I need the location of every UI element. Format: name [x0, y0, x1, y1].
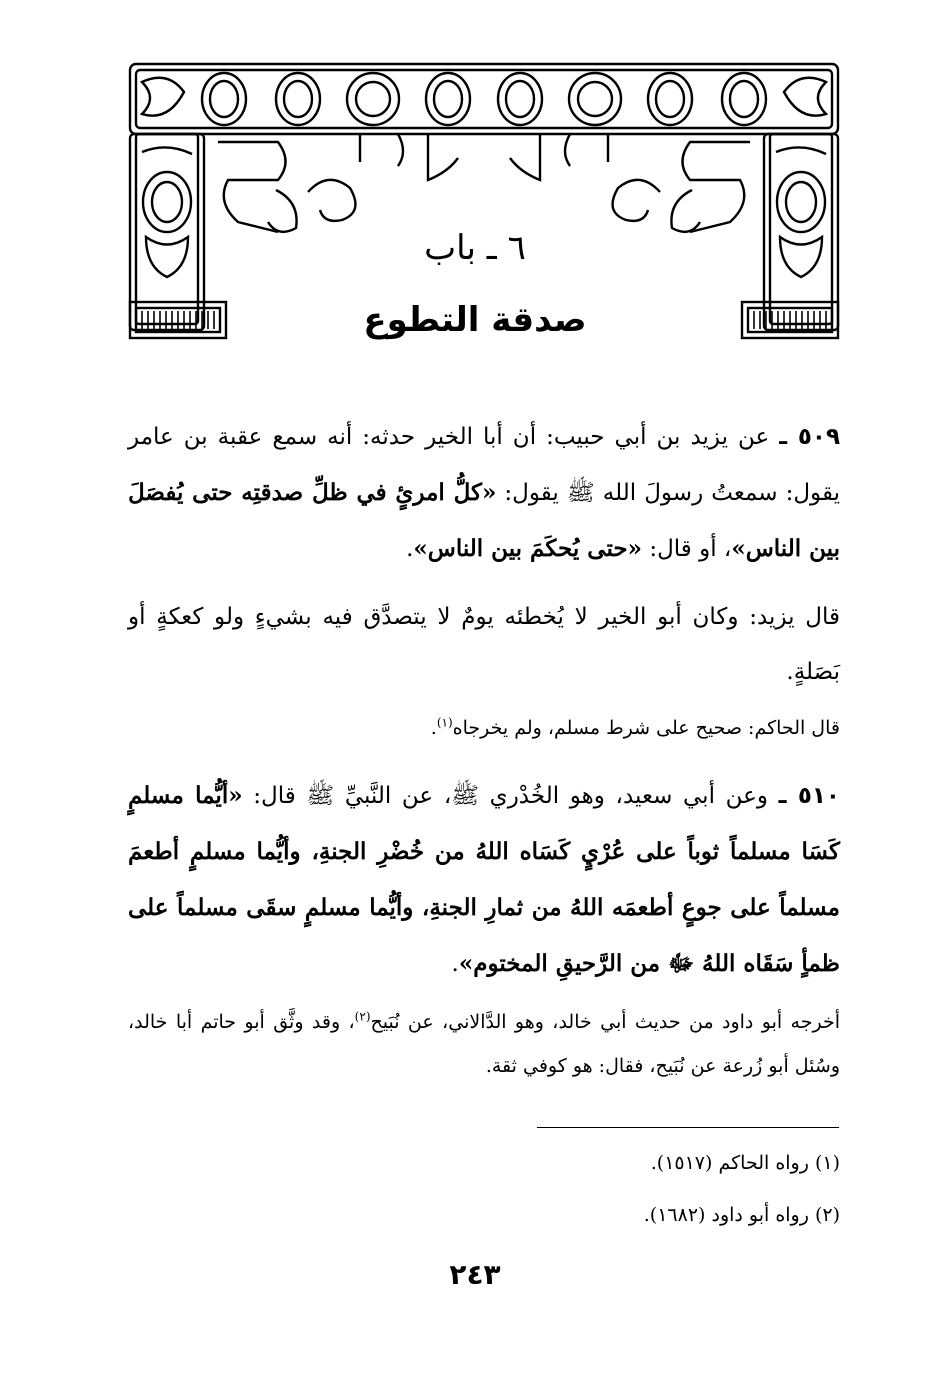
chapter-number: ٦ ـ باب — [424, 228, 526, 268]
hadith-end: . — [406, 536, 414, 562]
footnote-1: (١) رواه الحاكم (١٥١٧). — [650, 1152, 840, 1174]
abu-dawud-note — [128, 1000, 840, 1088]
chapter-title: صدقة التطوع — [363, 300, 587, 340]
footnote-divider — [537, 1127, 839, 1128]
hadith-number: ٥٠٩ ـ — [779, 424, 840, 450]
hadith-intro: عن يزيد بن أبي حبيب: أن أبا الخير حدثه: أنه سمع عقبة بن عامر يقول: سمعتُ رسولَ الله ﷺ يقول: — [128, 424, 840, 506]
hadith-number: ٥١٠ ـ — [778, 783, 840, 809]
hadith-quote: «كلُّ امرئٍ في ظلِّ صدقتِه حتى يُفصَلَ بين الناس» — [128, 479, 840, 562]
footnote-ref-1: (١) — [436, 715, 453, 730]
hadith-quote-alt: «حتى يُحكَمَ بين الناس» — [413, 535, 643, 562]
hadith-intro: وعن أبي سعيد، وهو الخُدْري ﷺ، عن النَّبيِّ ﷺ قال: — [242, 783, 779, 809]
abu-dawud-text-cont: ، وقد وثَّق أبو حاتم أبا خالد، وسُئل أبو زُرعة عن نُبَيح، فقال: هو كوفي ثقة. — [128, 1011, 840, 1077]
yazid-note: قال يزيد: وكان أبو الخير لا يُخطئه يومٌ لا يتصدَّق فيه بشيءٍ ولو كعكةٍ أو بَصَلةٍ. — [128, 604, 840, 685]
hakim-note-end: . — [430, 717, 437, 739]
hadith-connector: ، أو قال: — [642, 536, 732, 562]
hadith-509 — [128, 410, 840, 577]
hakim-note — [128, 706, 840, 750]
hakim-note-text: قال الحاكم: صحيح على شرط مسلم، ولم يخرجاه — [452, 717, 840, 739]
page-number: ٢٤٣ — [449, 1258, 501, 1291]
footnote-2: (٢) رواه أبو داود (١٦٨٢). — [643, 1204, 840, 1226]
hadith-510 — [128, 768, 840, 992]
footnote-ref-2: (٢) — [354, 1009, 371, 1024]
abu-dawud-text: أخرجه أبو داود من حديث أبي خالد، وهو الدَّالاني، عن نُبَيح — [370, 1011, 840, 1033]
hadith-quote: «أيُّما مسلمٍ كَسَا مسلماً ثوباً على عُرْيٍ كَسَاه اللهُ من خُضْرِ الجنةِ، وأيُّما مسلمٍ أطعمَ مسلماً على جوعٍ أطعمَه اللهُ من ثمارِ الجنةِ، وأيُّما مسلمٍ سقَى مسلماً على ظمأٍ سَقَاه اللهُ ﷻ من الرَّحيقِ المختوم» — [128, 782, 840, 977]
hadith-end: . — [451, 951, 459, 977]
